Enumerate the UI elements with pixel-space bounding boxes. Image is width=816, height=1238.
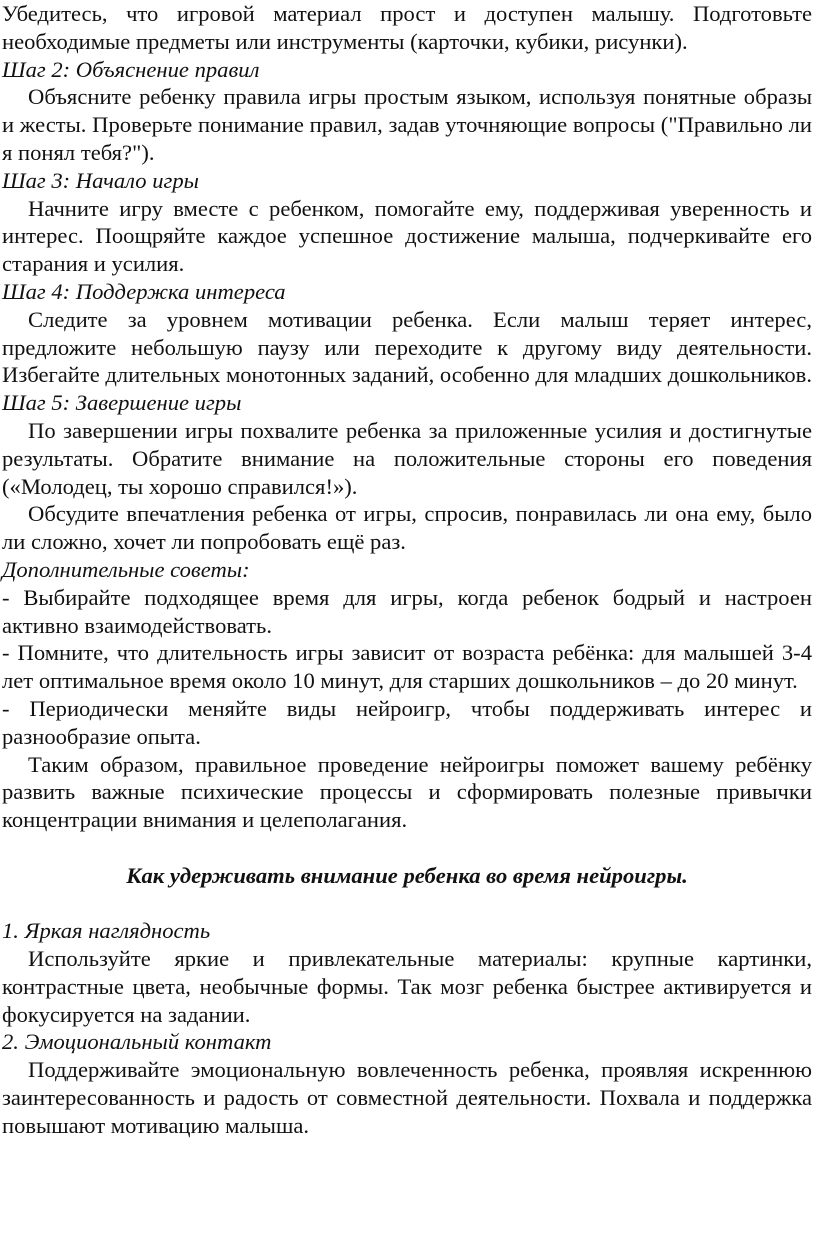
paragraph-step-4: Следите за уровнем мотивации ребенка. Если малыш теряет интерес, предложите небольшую паузу или переходите к другому виду деятельности. Избегайте длительных монотонных заданий, особенно для младших дошкольников. — [2, 306, 812, 388]
step-3-heading: Шаг 3: Начало игры — [2, 167, 199, 193]
tip-item: - Периодически меняйте виды нейроигр, чтобы поддерживать интерес и разнообразие опыта. — [2, 695, 812, 749]
paragraph-conclusion: Таким образом, правильное проведение нейроигры поможет вашему ребёнку развить важные психические процессы и сформировать полезные привычки концентрации внимания и целеполагания. — [2, 751, 812, 833]
extra-tips-heading: Дополнительные советы: — [2, 556, 250, 582]
section-title: Как удерживать внимание ребенка во время нейроигры. — [126, 862, 688, 888]
spacer — [2, 890, 812, 918]
tip-item: - Помните, что длительность игры зависит от возраста ребёнка: для малышей 3-4 лет оптимальное время около 10 минут, для старших дошкольников – до 20 минут. — [2, 640, 812, 694]
paragraph-point-1: Используйте яркие и привлекательные материалы: крупные картинки, контрастные цвета, необычные формы. Так мозг ребенка быстрее активируется и фокусируется на задании. — [2, 946, 812, 1027]
step-4-heading: Шаг 4: Поддержка интереса — [2, 278, 286, 304]
paragraph-step-5-discussion: Обсудите впечатления ребенка от игры, спросив, понравилась ли она ему, было ли сложно, хочет ли попробовать ещё раз. — [2, 501, 812, 555]
paragraph-step-3: Начните игру вместе с ребенком, помогайте ему, поддерживая уверенность и интерес. Поощряйте каждое успешное достижение малыша, подчеркивайте его старания и усилия. — [2, 195, 812, 277]
step-2-heading: Шаг 2: Объяснение правил — [2, 56, 260, 82]
spacer — [2, 834, 812, 862]
paragraph-point-2: Поддерживайте эмоциональную вовлеченность ребенка, проявляя искреннюю заинтересованность и радость от совместной деятельности. Похвала и поддержка повышают мотивацию малыша. — [2, 1057, 812, 1138]
point-2-heading: 2. Эмоциональный контакт — [2, 1029, 272, 1055]
paragraph-step-2: Объясните ребенку правила игры простым языком, используя понятные образы и жесты. Проверьте понимание правил, задав уточняющие вопросы ("Правильно ли я понял тебя?"). — [2, 84, 812, 165]
paragraph-step-5: По завершении игры похвалите ребенка за приложенные усилия и достигнутые результаты. Обратите внимание на положительные стороны его поведения («Молодец, ты хорошо справился!»). — [2, 417, 812, 499]
paragraph-intro: Убедитесь, что игровой материал прост и доступен малышу. Подготовьте необходимые предметы или инструменты (карточки, кубики, рисунки). — [2, 1, 812, 54]
tip-item: - Выбирайте подходящее время для игры, когда ребенок бодрый и настроен активно взаимодействовать. — [2, 584, 812, 638]
step-5-heading: Шаг 5: Завершение игры — [2, 390, 242, 416]
point-1-heading: 1. Яркая наглядность — [2, 918, 211, 944]
